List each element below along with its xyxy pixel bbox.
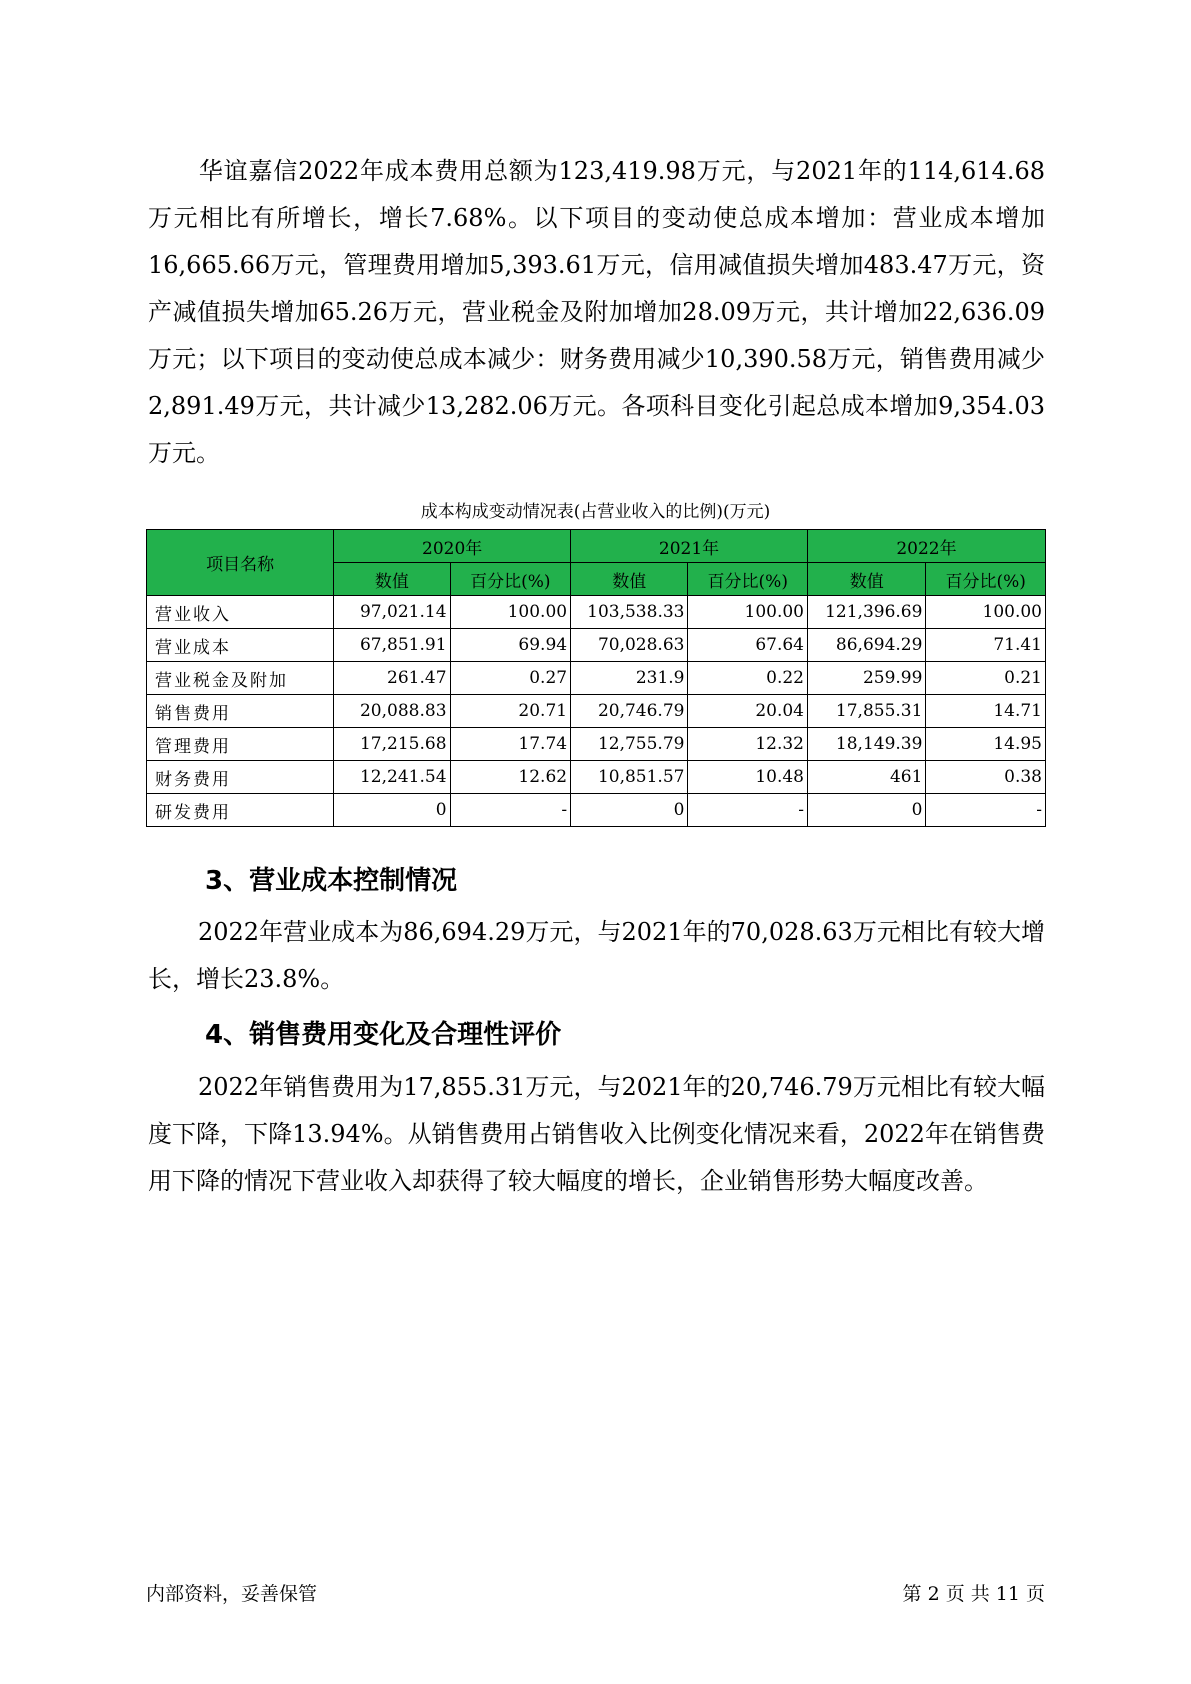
row-label: 研发费用 <box>147 794 334 827</box>
table-cell: 461 <box>808 761 926 794</box>
table-cell: 0.38 <box>926 761 1046 794</box>
table-row <box>147 728 1046 761</box>
row-label: 营业税金及附加 <box>147 662 334 695</box>
table-cell: 12.32 <box>688 728 808 761</box>
table-cell: 17.74 <box>450 728 571 761</box>
table-cell: 20,746.79 <box>571 695 688 728</box>
table-cell: 100.00 <box>688 596 808 629</box>
table-cell: 14.95 <box>926 728 1046 761</box>
table-cell: 10.48 <box>688 761 808 794</box>
table-cell: 20.04 <box>688 695 808 728</box>
table-cell: 20.71 <box>450 695 571 728</box>
table-cell: 121,396.69 <box>808 596 926 629</box>
value-header: 数值 <box>334 563 450 596</box>
paragraph-text: 2022年销售费用为17,855.31万元，与2021年的20,746.79万元相比有较大幅度下降，下降13.94%。从销售费用占销售收入比例变化情况来看，2022年在销售费用下降的情况下营业收入却获得了较大幅度的增长，企业销售形势大幅度改善。 <box>148 1073 1045 1195</box>
row-label: 销售费用 <box>147 695 334 728</box>
year-header: 2022年 <box>808 530 1046 563</box>
paragraph-sales-expense <box>148 1064 1045 1205</box>
paragraph-text: 2022年营业成本为86,694.29万元，与2021年的70,028.63万元相比有较大增长，增长23.8%。 <box>148 918 1045 993</box>
table-cell: 17,855.31 <box>808 695 926 728</box>
table-cell: 14.71 <box>926 695 1046 728</box>
table-cell: - <box>688 794 808 827</box>
table-cell: 86,694.29 <box>808 629 926 662</box>
table-cell: 0 <box>571 794 688 827</box>
table-cell: 67,851.91 <box>334 629 450 662</box>
year-header: 2021年 <box>571 530 808 563</box>
table-row <box>147 629 1046 662</box>
section-heading-cost-control: 3、营业成本控制情况 <box>205 866 458 896</box>
table-cell: 69.94 <box>450 629 571 662</box>
table-cell: 261.47 <box>334 662 450 695</box>
row-label: 管理费用 <box>147 728 334 761</box>
table-cell: 231.9 <box>571 662 688 695</box>
percent-header: 百分比(%) <box>926 563 1046 596</box>
table-cell: 71.41 <box>926 629 1046 662</box>
table-cell: 259.99 <box>808 662 926 695</box>
table-row <box>147 761 1046 794</box>
table-title: 成本构成变动情况表(占营业收入的比例)(万元) <box>420 502 771 522</box>
paragraph-operating-cost <box>148 909 1045 1003</box>
table-cell: 0 <box>334 794 450 827</box>
table-cell: 100.00 <box>450 596 571 629</box>
row-label: 营业成本 <box>147 629 334 662</box>
table-cell: 67.64 <box>688 629 808 662</box>
paragraph-text: 华谊嘉信2022年成本费用总额为123,419.98万元，与2021年的114,614.68万元相比有所增长，增长7.68%。以下项目的变动使总成本增加：营业成本增加16,665.66万元，管理费用增加5,393.61万元，信用减值损失增加483.47万元，资产减值损失增加65.26万元，营业税金及附加增加28.09万元，共计增加22,636.09万元；以下项目的变动使总成本减少：财务费用减少10,390.58万元，销售费用减少2,891.49万元，共计减少13,282.06万元。各项科目变化引起总成本增加9,354.03万元。 <box>148 157 1045 467</box>
table-cell: - <box>450 794 571 827</box>
table-row <box>147 596 1046 629</box>
table-cell: 100.00 <box>926 596 1046 629</box>
value-header: 数值 <box>571 563 688 596</box>
percent-header: 百分比(%) <box>450 563 571 596</box>
percent-header: 百分比(%) <box>688 563 808 596</box>
footer-page-number: 第 2 页 共 11 页 <box>902 1583 1045 1605</box>
table-cell: 10,851.57 <box>571 761 688 794</box>
table-cell: 97,021.14 <box>334 596 450 629</box>
table-cell: - <box>926 794 1046 827</box>
cost-structure-table <box>146 529 1046 827</box>
table-row <box>147 695 1046 728</box>
table-cell: 0.27 <box>450 662 571 695</box>
table-row <box>147 794 1046 827</box>
item-name-header: 项目名称 <box>147 530 334 596</box>
table-cell: 12.62 <box>450 761 571 794</box>
table-cell: 103,538.33 <box>571 596 688 629</box>
table-cell: 12,755.79 <box>571 728 688 761</box>
footer-confidential-note: 内部资料，妥善保管 <box>146 1583 318 1605</box>
value-header: 数值 <box>808 563 926 596</box>
table-cell: 20,088.83 <box>334 695 450 728</box>
row-label: 财务费用 <box>147 761 334 794</box>
table-cell: 0.22 <box>688 662 808 695</box>
table-cell: 17,215.68 <box>334 728 450 761</box>
section-heading-sales-expense: 4、销售费用变化及合理性评价 <box>205 1020 562 1050</box>
table-cell: 70,028.63 <box>571 629 688 662</box>
table-cell: 0 <box>808 794 926 827</box>
table-row <box>147 662 1046 695</box>
table-cell: 18,149.39 <box>808 728 926 761</box>
table-cell: 12,241.54 <box>334 761 450 794</box>
paragraph-cost-summary <box>148 148 1045 477</box>
table-cell: 0.21 <box>926 662 1046 695</box>
year-header: 2020年 <box>334 530 571 563</box>
row-label: 营业收入 <box>147 596 334 629</box>
